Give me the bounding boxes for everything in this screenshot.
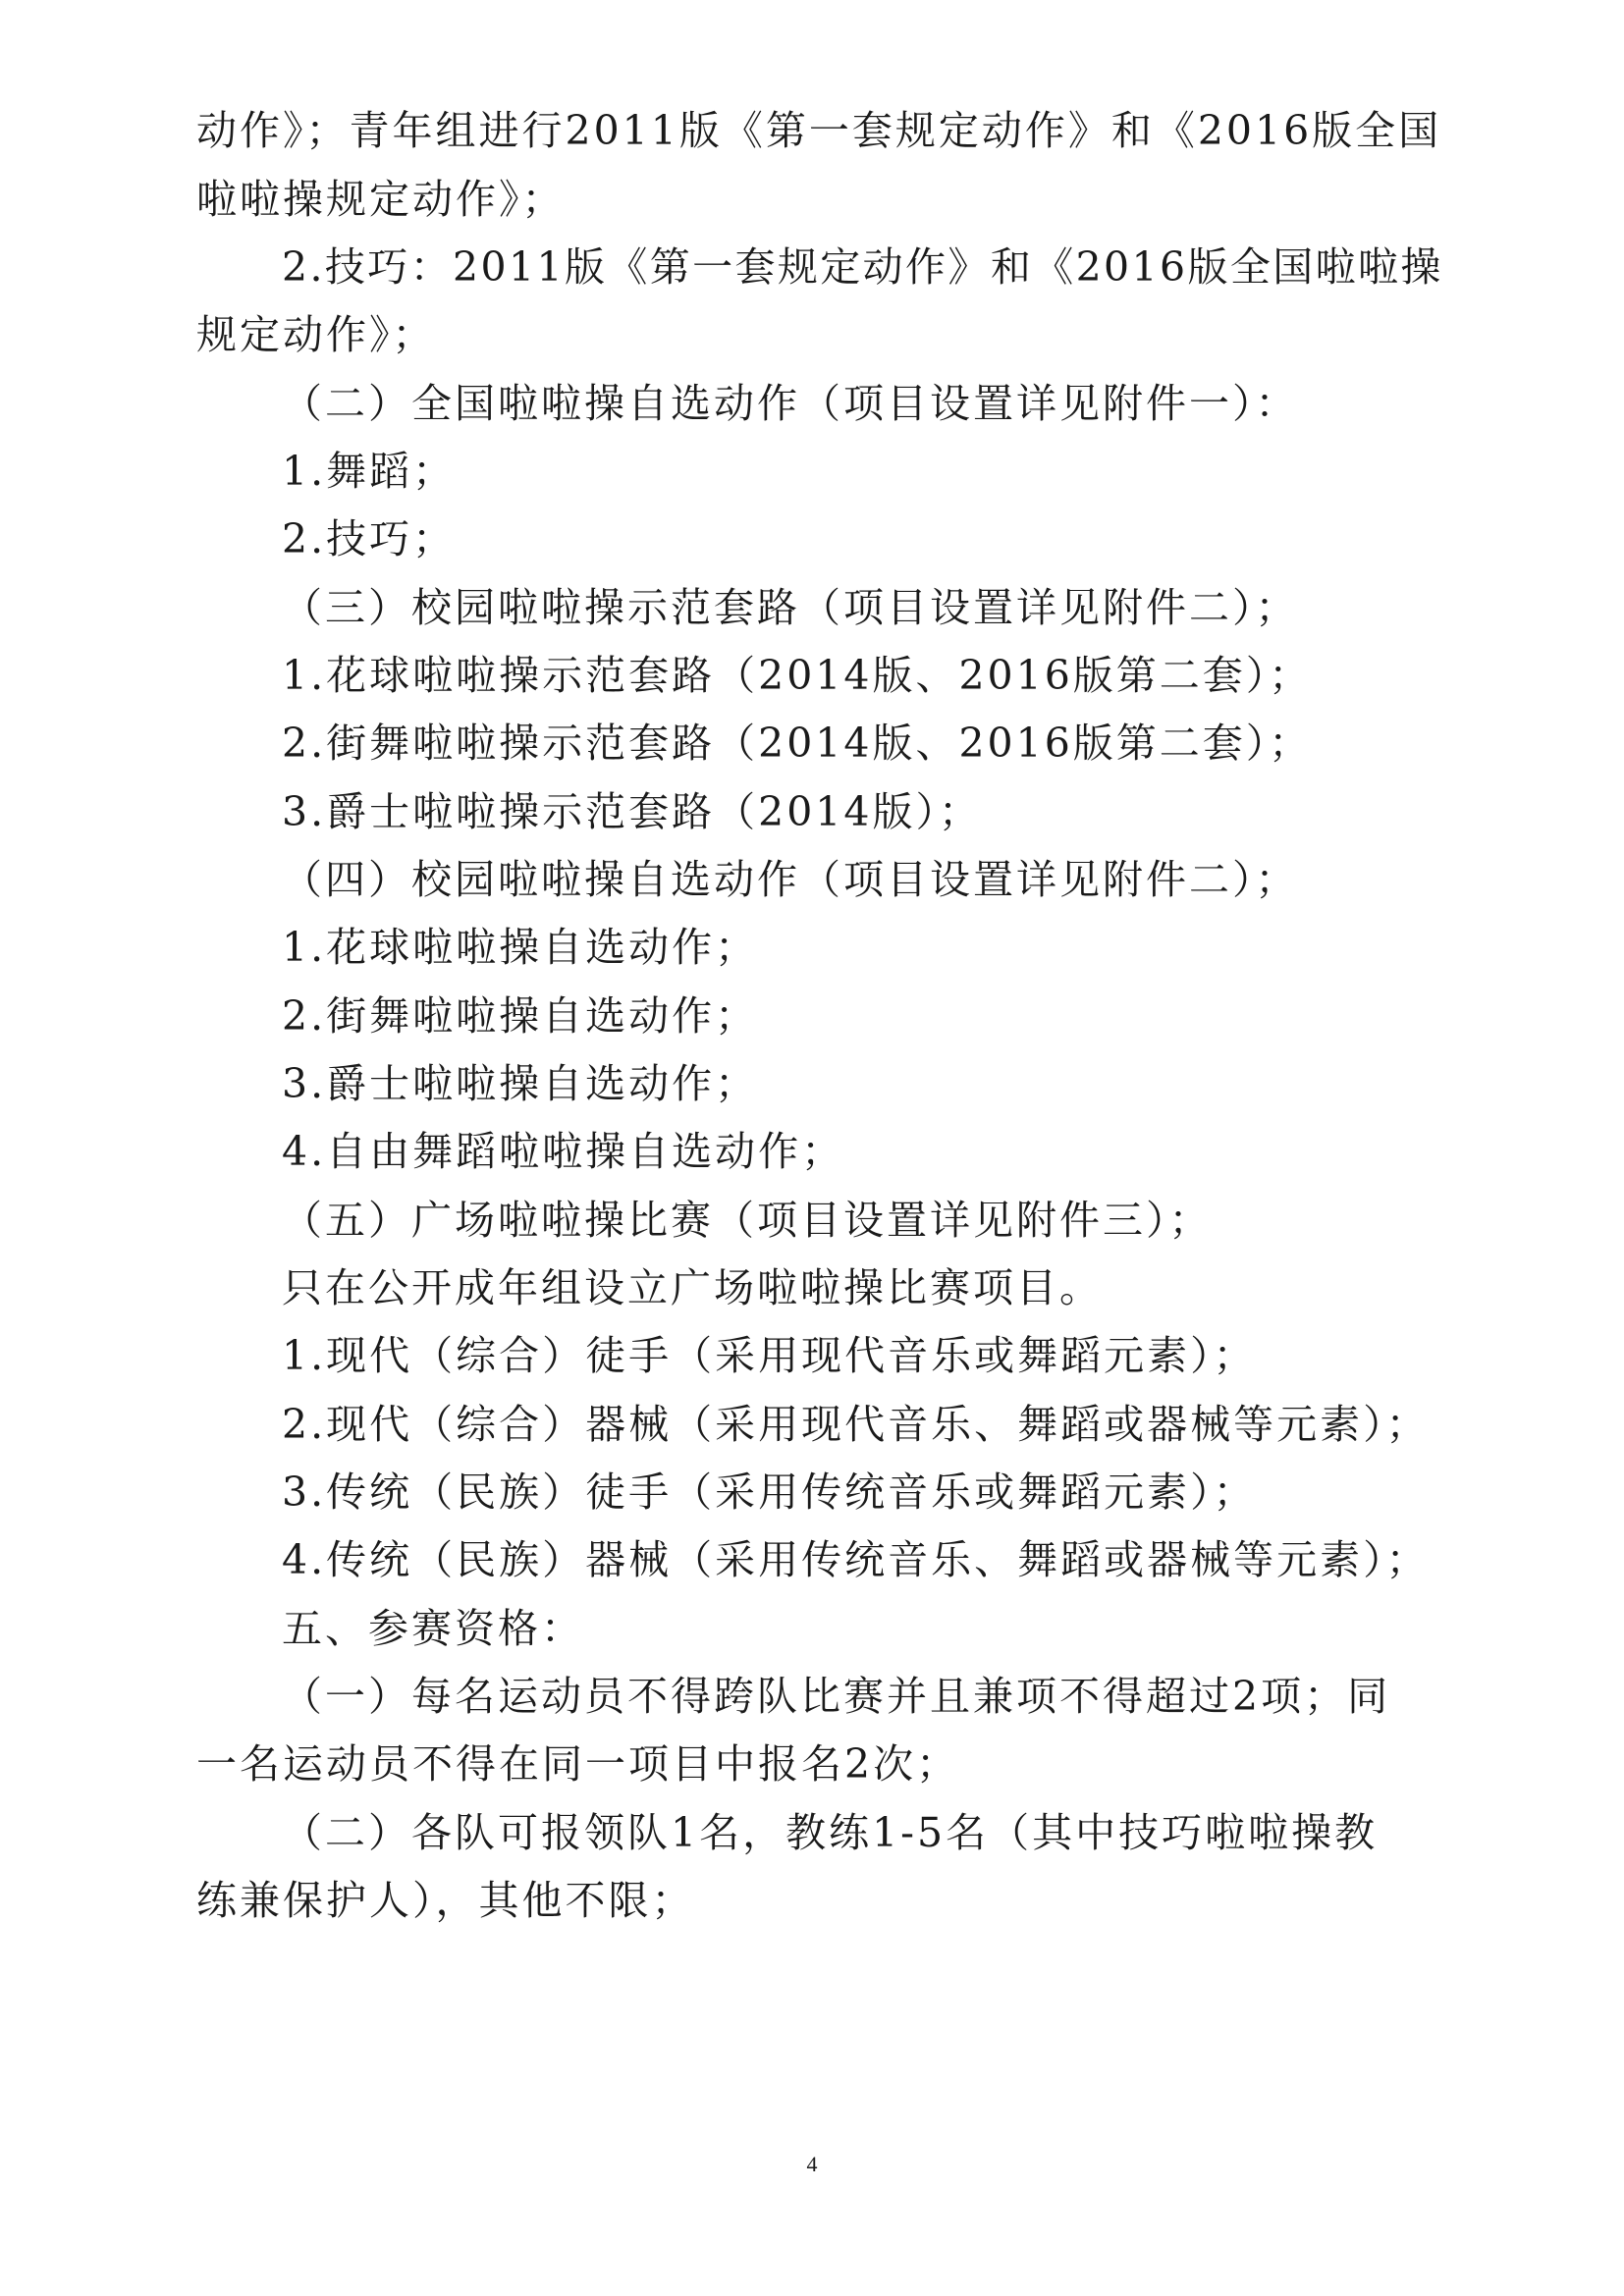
text-line-16: 4.自由舞蹈啦啦操自选动作； — [282, 1128, 845, 1175]
text-line-20: 2.现代（综合）器械（采用现代音乐、舞蹈或器械等元素）； — [282, 1401, 1430, 1448]
text-line-26: （二）各队可报领队1名，教练1-5名（其中技巧啦啦操教 — [282, 1809, 1379, 1856]
text-line-6: 1.舞蹈； — [282, 448, 457, 495]
text-line-24: （一）每名运动员不得跨队比赛并且兼项不得超过2项；同 — [282, 1673, 1391, 1720]
text-line-25: 一名运动员不得在同一项目中报名2次； — [196, 1740, 960, 1788]
text-line-2: 啦啦操规定动作》； — [196, 176, 566, 223]
text-line-9: 1.花球啦啦操示范套路（2014版、2016版第二套）； — [282, 652, 1313, 699]
text-line-14: 2.街舞啦啦操自选动作； — [282, 992, 759, 1040]
text-line-4: 规定动作》； — [196, 311, 436, 358]
text-line-8: （三）校园啦啦操示范套路（项目设置详见附件二）； — [282, 584, 1299, 631]
text-line-17: （五）广场啦啦操比赛（项目设置详见附件三）； — [282, 1197, 1213, 1244]
text-line-5: （二）全国啦啦操自选动作（项目设置详见附件一）： — [282, 380, 1299, 427]
text-line-22: 4.传统（民族）器械（采用传统音乐、舞蹈或器械等元素）； — [282, 1536, 1430, 1583]
text-line-19: 1.现代（综合）徒手（采用现代音乐或舞蹈元素）； — [282, 1332, 1257, 1379]
text-line-10: 2.街舞啦啦操示范套路（2014版、2016版第二套）； — [282, 720, 1313, 767]
text-line-1: 动作》；青年组进行2011版《第一套规定动作》和《2016版全国 — [196, 107, 1442, 154]
text-line-3: 2.技巧：2011版《第一套规定动作》和《2016版全国啦啦操 — [282, 243, 1443, 291]
text-line-23: 五、参赛资格： — [282, 1605, 584, 1652]
text-line-11: 3.爵士啦啦操示范套路（2014版）； — [282, 788, 982, 835]
text-line-7: 2.技巧； — [282, 515, 457, 562]
text-line-15: 3.爵士啦啦操自选动作； — [282, 1060, 759, 1107]
text-line-18: 只在公开成年组设立广场啦啦操比赛项目。 — [282, 1264, 1103, 1311]
text-line-13: 1.花球啦啦操自选动作； — [282, 924, 759, 971]
text-line-27: 练兼保护人），其他不限； — [196, 1877, 695, 1924]
page-number: 4 — [806, 2152, 818, 2176]
text-line-12: （四）校园啦啦操自选动作（项目设置详见附件二）； — [282, 856, 1299, 903]
text-line-21: 3.传统（民族）徒手（采用传统音乐或舞蹈元素）； — [282, 1468, 1257, 1516]
